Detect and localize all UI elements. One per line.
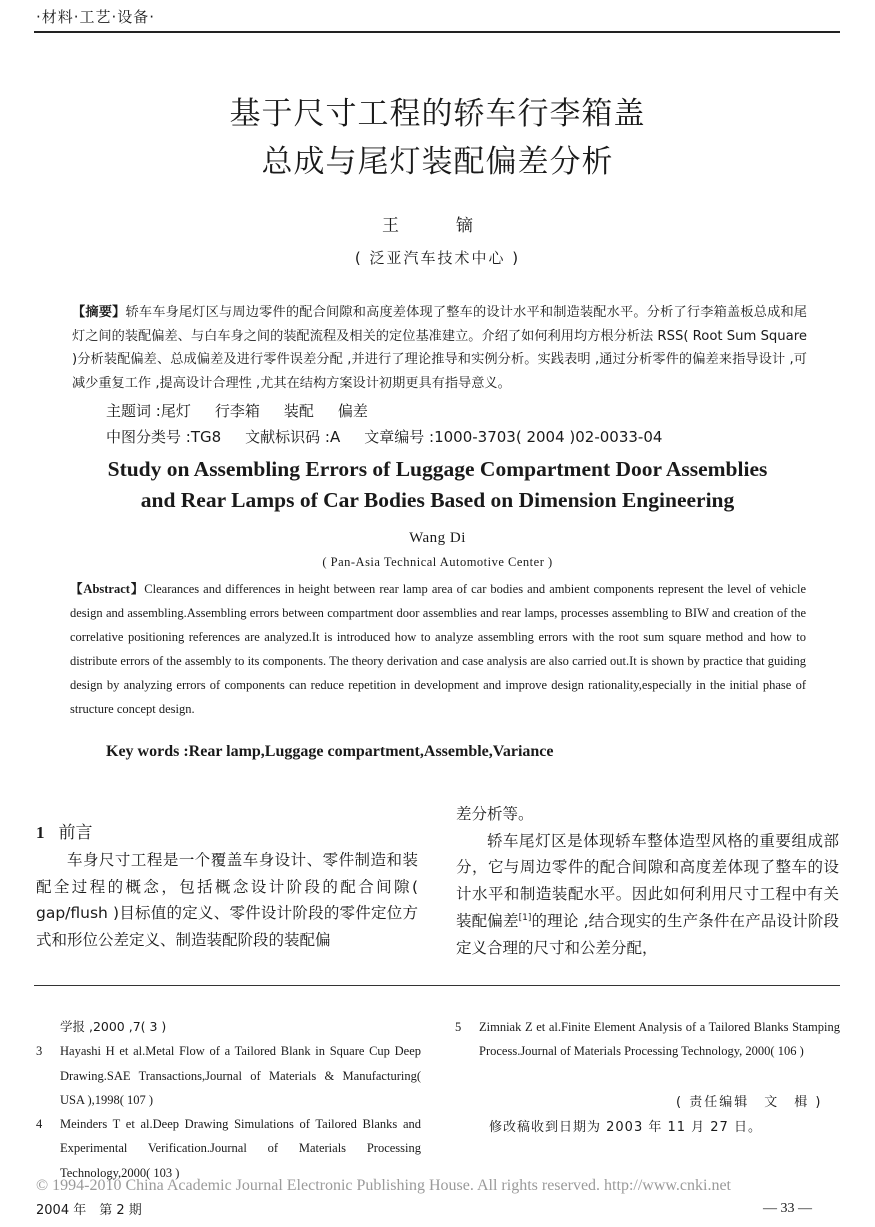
reference-text: Meinders T et al.Deep Drawing Simulations of Tailored Blanks and Experimental Verification.Journal of Materials Processing Technology,2000( 103 ) <box>60 1117 421 1180</box>
reference-item <box>455 1015 840 1064</box>
title-cn-line2: 总成与尾灯装配偏差分析 <box>261 144 614 180</box>
header-rule <box>34 31 840 33</box>
keywords-cn-label: 主题词 : <box>106 402 161 420</box>
abstract-en <box>70 578 806 721</box>
keyword-cn-item: 装配 <box>283 402 314 420</box>
body-text: 的理论 ,结合现实的生产条件在产品设计阶段定义合理的尺寸和公差分配， <box>456 911 839 957</box>
author-cn: 王 镝 <box>382 216 493 236</box>
reference-item <box>36 1112 421 1185</box>
page-number: — 33 — <box>763 1201 812 1216</box>
keywords-en-label: Key words : <box>106 743 189 760</box>
affiliation-cn: ( 泛亚汽车技术中心 ) <box>354 249 521 267</box>
issue-label: 2004 年 第 2 期 <box>36 1203 142 1218</box>
title-en-line1: Study on Assembling Errors of Luggage Compartment Door Assemblies <box>107 457 768 481</box>
body-text: 轿车尾灯区是体现轿车整体造型风格的重要组成部分，它与周边零件的配合间隙和高度差体现了整车的设计水平和制造装配水平。因此如何利用尺寸工程中有关装配偏差 <box>456 831 839 930</box>
keyword-cn-item: 行李箱 <box>214 402 260 420</box>
keyword-cn-item: 偏差 <box>337 402 368 420</box>
body-paragraph-continuation: 差分析等。 <box>456 805 534 823</box>
body-paragraph: 车身尺寸工程是一个覆盖车身设计、零件制造和装配全过程的概念，包括概念设计阶段的配合间隙( gap/flush )目标值的定义、零件设计阶段的零件定位方式和形位公差定义、制造装配阶段的装配偏 <box>36 851 418 950</box>
body-paragraph <box>456 828 839 962</box>
reference-item <box>36 1039 421 1112</box>
section-title: 前言 <box>58 823 93 843</box>
keywords-en-text: Rear lamp,Luggage compartment,Assemble,Variance <box>188 743 554 760</box>
clc-number: 中图分类号 :TG8 <box>106 428 222 446</box>
body-left-column <box>36 847 418 954</box>
reference-number: 3 <box>36 1044 43 1059</box>
article-number: 文章编号 :1000-3703( 2004 )02-0033-04 <box>364 428 663 446</box>
abstract-cn-text: 轿车车身尾灯区与周边零件的配合间隙和高度差体现了整车的设计水平和制造装配水平。分析了行李箱盖板总成和尾灯之间的装配偏差、与白车身之间的装配流程及相关的定位基准建立。介绍了如何利用均方根分析法 RSS( Root Sum Square )分析装配偏差、总成偏差及进行零件误差分配 ,并进行了理论推导和实例分析。实践表明 ,通过分析零件的偏差来指导设计 ,可减少重复工作 ,提高设计合理性 ,尤其在结构方案设计初期更具有指导意义。 <box>72 305 807 391</box>
section-heading <box>36 818 93 843</box>
abstract-en-label: 【Abstract】 <box>70 582 145 596</box>
author-en: Wang Di <box>409 530 466 546</box>
abstract-cn <box>72 301 807 395</box>
reference-text: Zimniak Z et al.Finite Element Analysis of a Tailored Blanks Stamping Process.Journal of Materials Processing Technology, 2000( 106 ) <box>479 1020 840 1059</box>
citation-marker[interactable]: [1] <box>518 912 532 923</box>
keywords-en <box>106 743 554 761</box>
received-date: 修改稿收到日期为 2003 年 11 月 27 日。 <box>489 1120 762 1135</box>
section-number: 1 <box>36 823 45 842</box>
reference-continuation: 学报 ,2000 ,7( 3 ) <box>60 1019 167 1034</box>
keywords-cn <box>106 400 368 421</box>
doc-code: 文献标识码 :A <box>245 428 341 446</box>
copyright-watermark: © 1994-2010 China Academic Journal Electronic Publishing House. All rights reserved. http://www.cnki.net <box>36 1177 731 1194</box>
title-cn-line1: 基于尺寸工程的轿车行李箱盖 <box>229 96 646 132</box>
abstract-en-text: Clearances and differences in height between rear lamp area of car bodies and ambient components represent the level of vehicle design and assembling.Assembling errors between compartment door assemblies and rear lamps, processes assembling to BIW and creation of the correlative positioning references are analyzed.It is introduced how to analyze assembling errors with the root sum square method and how to distribute errors of the assembly to its components. The theory derivation and case analysis are also carried out.It is shown by practice that guiding design by analyzing errors of components can reduce repetition in development and improve design rationality,especially in the initial phase of structure concept design. <box>70 582 807 716</box>
reference-number: 4 <box>36 1117 43 1132</box>
abstract-cn-label: 【摘要】 <box>72 305 126 320</box>
references-right <box>455 1015 840 1064</box>
body-right-column <box>456 801 839 961</box>
keyword-cn-item: 尾灯 <box>160 402 191 420</box>
footnote-rule <box>34 985 840 986</box>
reference-number: 5 <box>455 1020 462 1034</box>
section-header: ·材料·工艺·设备· <box>36 8 156 26</box>
title-en-line2: and Rear Lamps of Car Bodies Based on Dimension Engineering <box>140 488 735 512</box>
responsible-editor: ( 责任编辑 文 楫 ) <box>676 1095 823 1110</box>
classification-cn <box>106 426 662 447</box>
affiliation-en: ( Pan-Asia Technical Automotive Center ) <box>322 555 553 569</box>
reference-text: Hayashi H et al.Metal Flow of a Tailored Blank in Square Cup Deep Drawing.SAE Transactions,Journal of Materials & Manufacturing( USA ),1998( 107 ) <box>60 1044 421 1107</box>
references-left <box>36 1015 421 1185</box>
